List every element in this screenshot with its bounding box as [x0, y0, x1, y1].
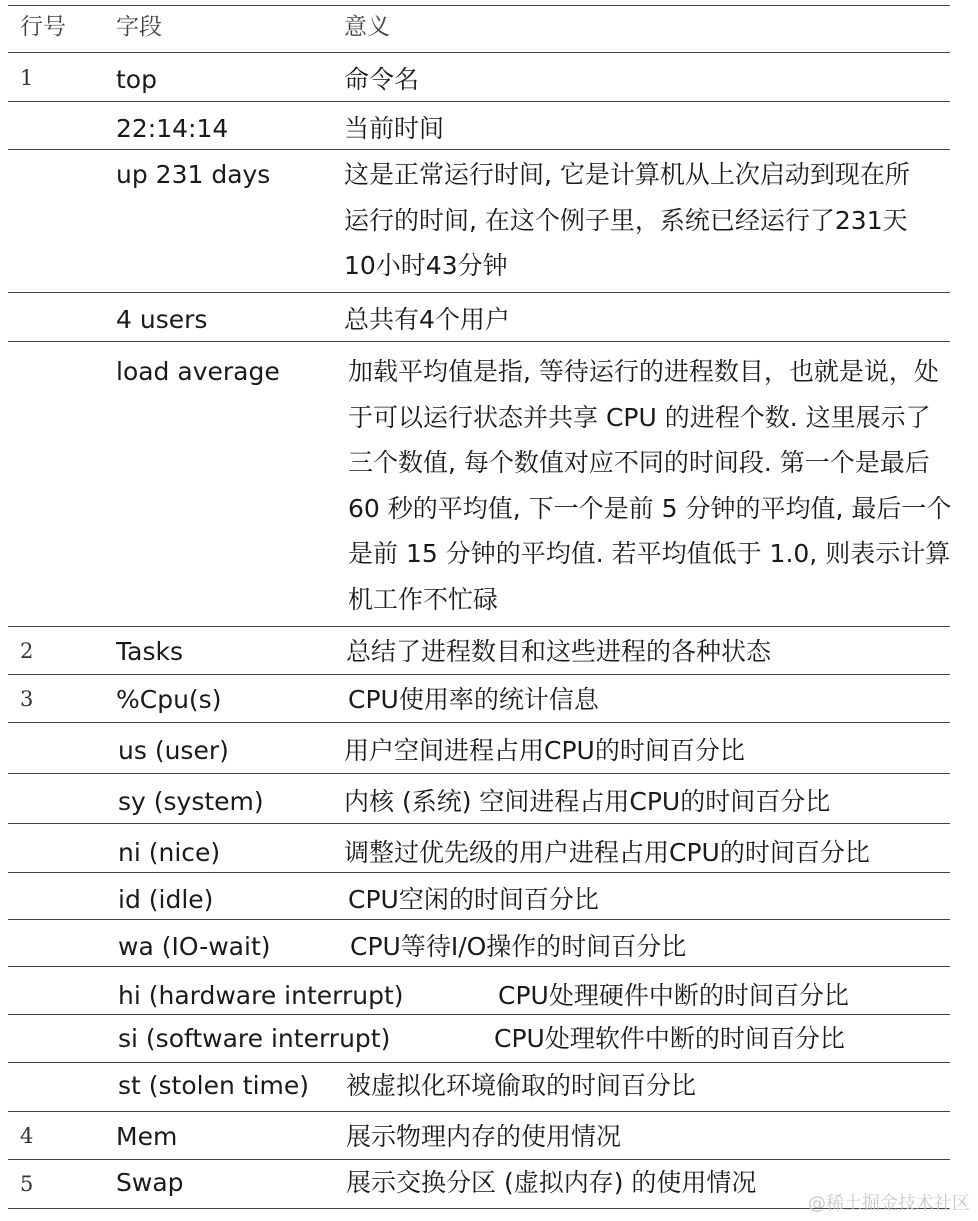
field-name: hi (hardware interrupt)	[118, 981, 404, 1010]
line-number: 4	[20, 1124, 34, 1148]
field-meaning: CPU使用率的统计信息	[348, 685, 599, 714]
field-name: 22:14:14	[116, 114, 229, 143]
field-meaning: 展示交换分区 (虚拟内存) 的使用情况	[346, 1168, 757, 1197]
field-meaning: 总结了进程数目和这些进程的各种状态	[346, 637, 772, 666]
field-meaning: 总共有4个用户	[344, 305, 510, 334]
field-name: Mem	[116, 1122, 178, 1151]
field-name: load average	[116, 357, 280, 386]
field-meaning: 用户空间进程占用CPU的时间百分比	[344, 736, 745, 765]
field-meaning: 内核 (系统) 空间进程占用CPU的时间百分比	[344, 787, 831, 816]
field-name: %Cpu(s)	[116, 685, 222, 714]
row-rule	[8, 722, 950, 723]
row-rule	[8, 626, 950, 627]
row-rule	[8, 292, 950, 293]
meaning-line: 机工作不忙碌	[348, 584, 499, 614]
field-name: id (idle)	[118, 885, 214, 914]
field-meaning	[344, 152, 950, 289]
row-rule	[8, 1111, 950, 1112]
field-name: top	[116, 65, 157, 94]
field-meaning	[348, 349, 962, 622]
header-rule	[8, 52, 950, 53]
header-line-number: 行号	[20, 14, 66, 40]
row-rule	[8, 872, 950, 873]
field-name: Tasks	[116, 637, 183, 666]
line-number: 2	[20, 639, 34, 663]
meaning-line: 于可以运行状态并共享 CPU 的进程个数. 这里展示了	[348, 402, 931, 432]
field-name: wa (IO-wait)	[118, 932, 271, 961]
row-rule	[8, 823, 950, 824]
field-name: si (software interrupt)	[118, 1024, 391, 1053]
watermark: @稀土掘金技术社区	[808, 1193, 970, 1214]
field-name: up 231 days	[116, 160, 271, 189]
header-field: 字段	[116, 14, 162, 40]
row-rule	[8, 966, 950, 967]
field-meaning: 命令名	[344, 65, 420, 94]
field-meaning: 当前时间	[344, 114, 445, 143]
row-rule	[8, 149, 950, 150]
line-number: 3	[20, 687, 34, 711]
field-meaning: CPU等待I/O操作的时间百分比	[350, 932, 687, 961]
table-top-rule	[8, 5, 950, 6]
meaning-line: 是前 15 分钟的平均值. 若平均值低于 1.0, 则表示计算	[348, 539, 951, 568]
row-rule	[8, 341, 950, 342]
field-meaning: CPU处理软件中断的时间百分比	[494, 1024, 845, 1053]
field-name: st (stolen time)	[118, 1071, 310, 1100]
field-meaning: CPU处理硬件中断的时间百分比	[498, 981, 849, 1010]
field-name: Swap	[116, 1168, 184, 1197]
meaning-line: 10小时43分钟	[344, 251, 508, 280]
row-rule	[8, 101, 950, 102]
field-name: sy (system)	[118, 787, 264, 816]
row-rule	[8, 1014, 950, 1015]
meaning-line: 这是正常运行时间, 它是计算机从上次启动到现在所	[344, 160, 910, 189]
row-rule	[8, 919, 950, 920]
row-rule	[8, 773, 950, 774]
field-name: us (user)	[118, 736, 229, 765]
field-meaning: CPU空闲的时间百分比	[348, 885, 599, 914]
meaning-line: 加载平均值是指, 等待运行的进程数目，也就是说，处	[348, 357, 939, 386]
meaning-line: 三个数值, 每个数值对应不同的时间段. 第一个是最后	[348, 448, 930, 477]
meaning-line: 运行的时间, 在这个例子里，系统已经运行了231天	[344, 205, 908, 235]
field-name: 4 users	[116, 305, 208, 334]
field-name: ni (nice)	[118, 838, 221, 867]
header-meaning: 意义	[344, 14, 390, 40]
line-number: 5	[20, 1172, 34, 1196]
row-rule	[8, 1159, 950, 1160]
row-rule	[8, 1062, 950, 1063]
line-number: 1	[20, 66, 34, 90]
row-rule	[8, 674, 950, 675]
field-meaning: 展示物理内存的使用情况	[346, 1122, 622, 1151]
field-meaning: 被虚拟化环境偷取的时间百分比	[346, 1071, 697, 1100]
field-meaning: 调整过优先级的用户进程占用CPU的时间百分比	[344, 838, 870, 867]
meaning-line: 60 秒的平均值, 下一个是前 5 分钟的平均值, 最后一个	[348, 493, 952, 523]
